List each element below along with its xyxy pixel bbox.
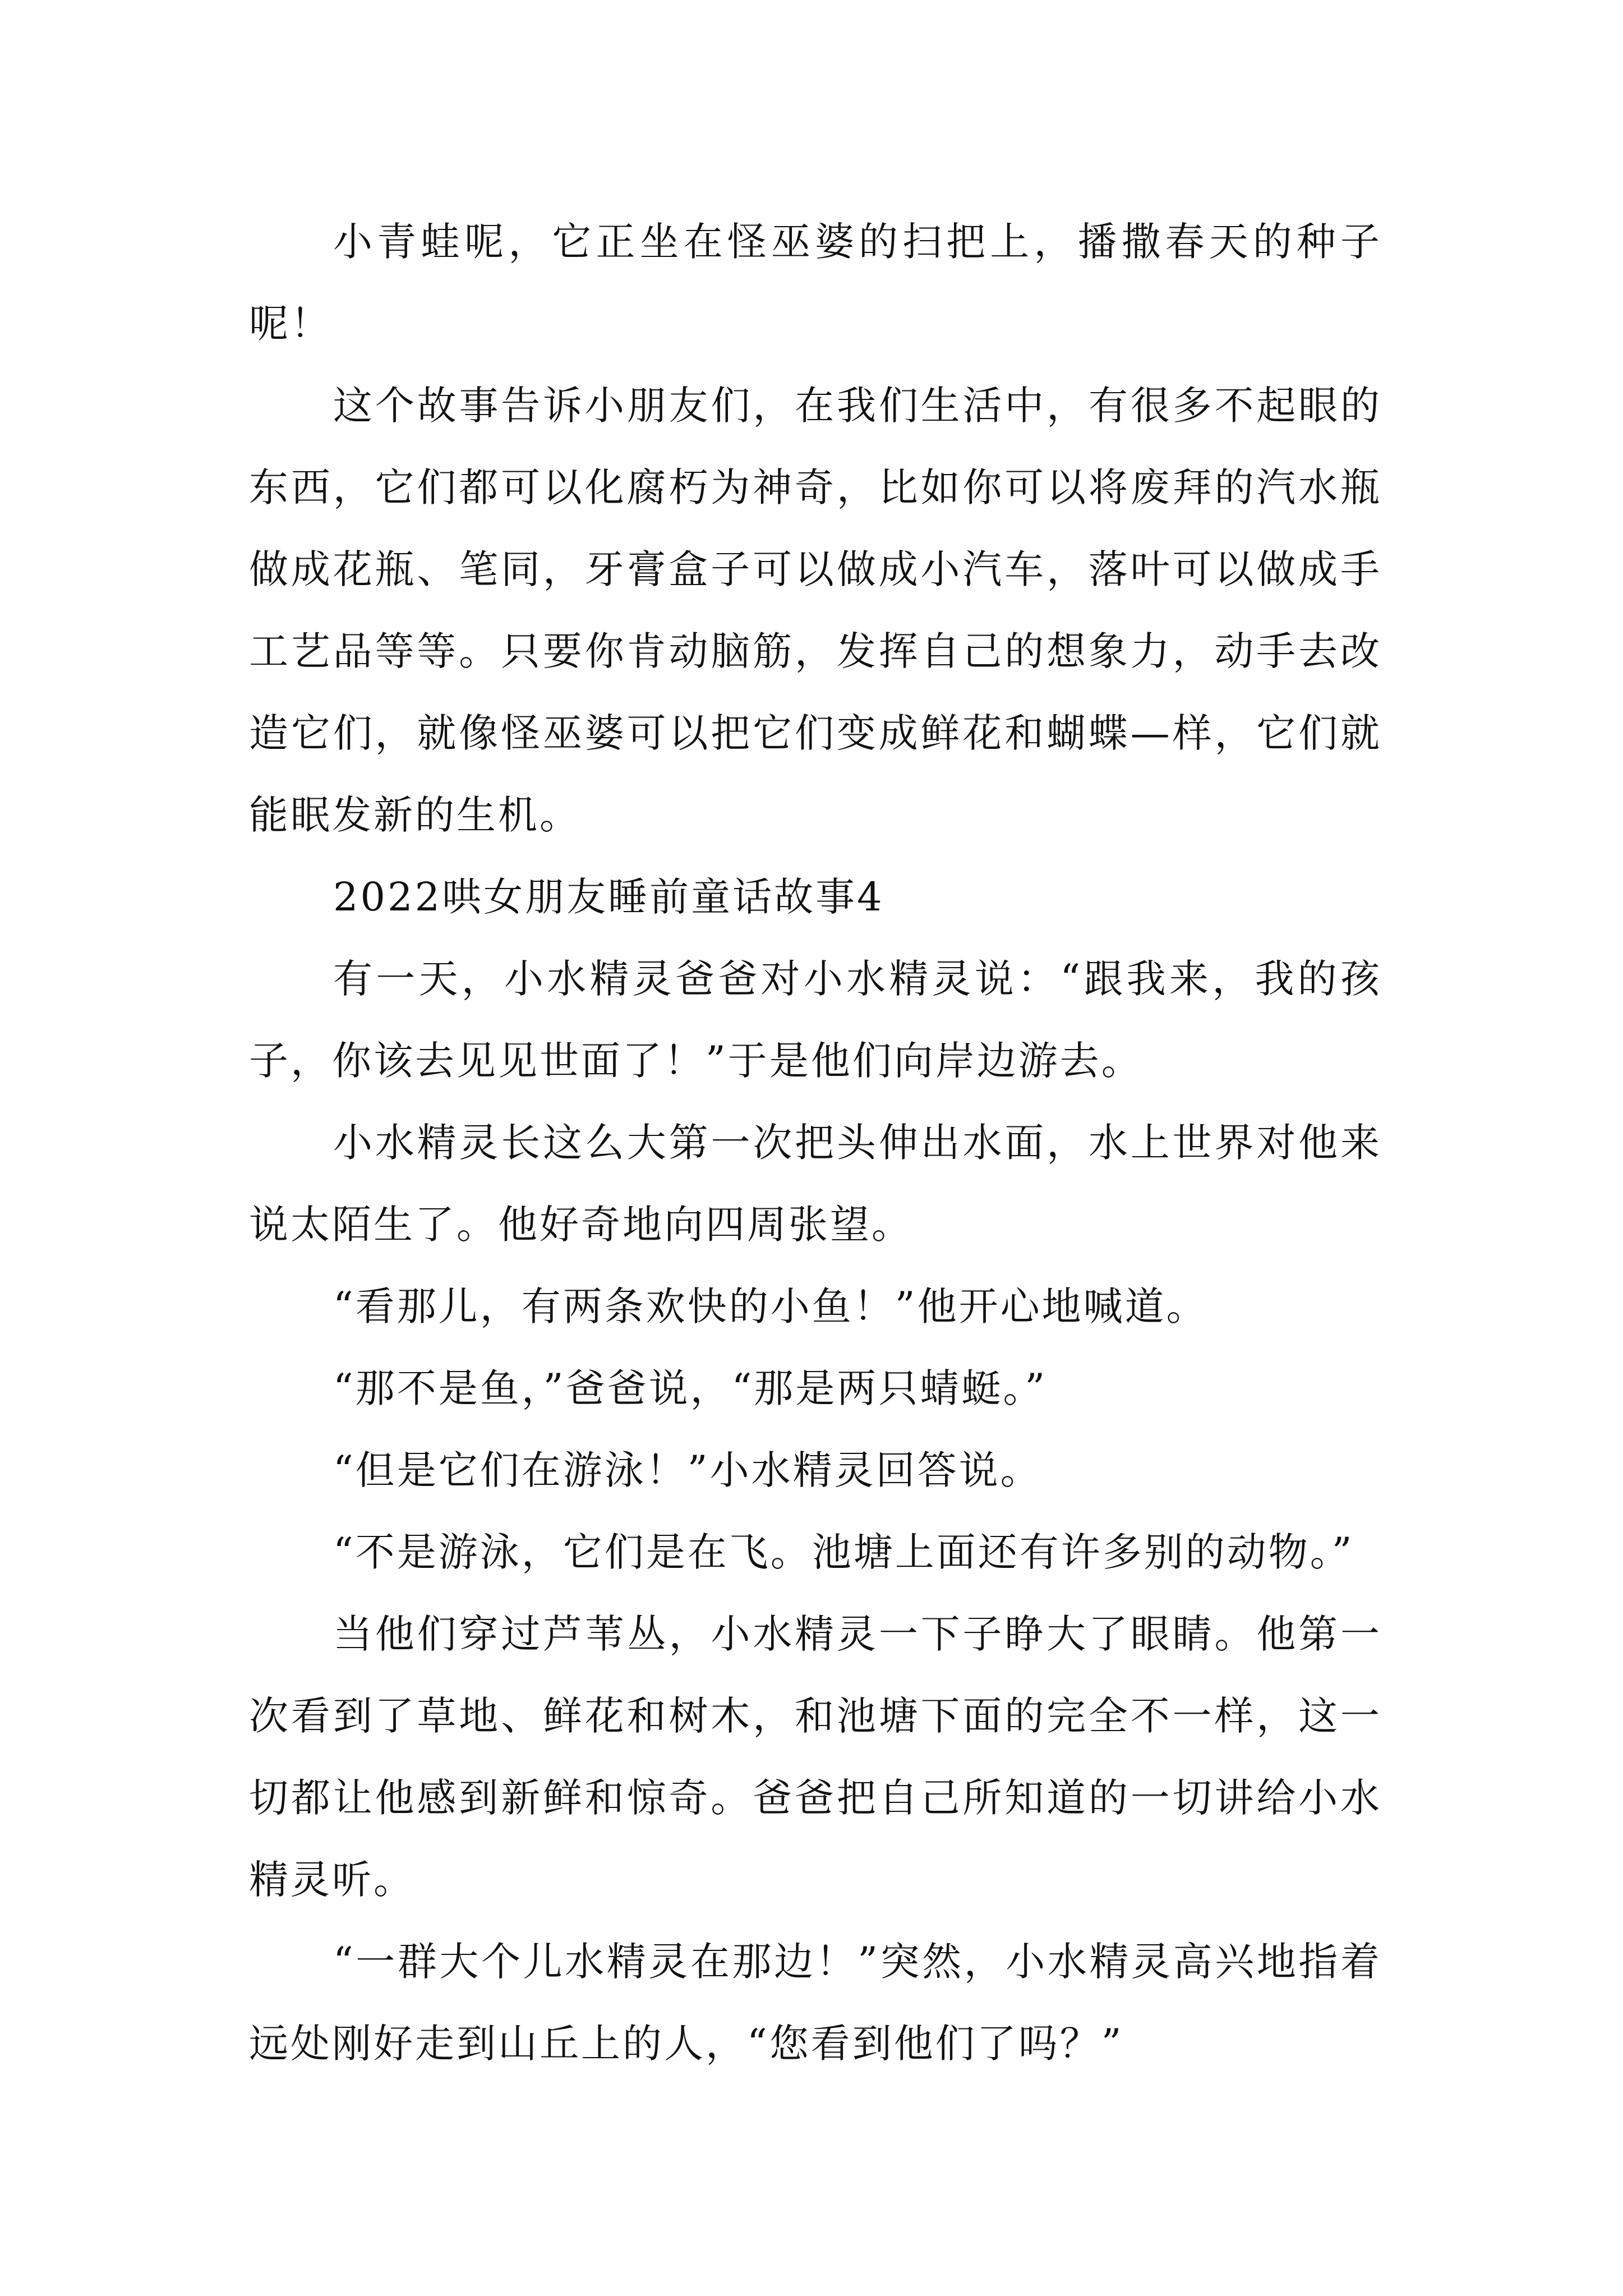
paragraph: 这个故事告诉小朋友们，在我们生活中，有很多不起眼的东西，它们都可以化腐朽为神奇，比如你可以将废拜的汽水瓶做成花瓶、笔同，牙膏盒子可以做成小汽车，落叶可以做成手工艺品等等。只要你肯动脑筋，发挥自己的想象力，动手去改造它们，就像怪巫婆可以把它们变成鲜花和蝴蝶—样，它们就能眠发新的生机。 xyxy=(249,383,1382,838)
story-heading: 2022哄女朋友睡前童话故事4 xyxy=(333,874,884,920)
paragraph: “但是它们在游泳！”小水精灵回答说。 xyxy=(333,1447,1042,1493)
paragraph: 小青蛙呢，它正坐在怪巫婆的扫把上，播撒春天的种子呢！ xyxy=(249,219,1382,347)
paragraph: 有一天，小水精灵爸爸对小水精灵说：“跟我来，我的孩子，你该去见见世面了！”于是他们向岸边游去。 xyxy=(249,956,1382,1084)
paragraph: “看那儿，有两条欢快的小鱼！”他开心地喊道。 xyxy=(333,1283,1208,1329)
document-body xyxy=(249,201,1382,2085)
paragraph: “一群大个儿水精灵在那边！”突然，小水精灵高兴地指着远处刚好走到山丘上的人，“您看到他们了吗？” xyxy=(249,1939,1382,2067)
paragraph: 当他们穿过芦苇丛，小水精灵一下子睁大了眼睛。他第一次看到了草地、鲜花和树木，和池塘下面的完全不一样，这一切都让他感到新鲜和惊奇。爸爸把自己所知道的一切讲给小水精灵听。 xyxy=(249,1611,1382,1903)
paragraph: “不是游泳，它们是在飞。池塘上面还有许多别的动物。” xyxy=(333,1529,1354,1575)
paragraph: “那不是鱼，”爸爸说，“那是两只蜻蜓。” xyxy=(333,1365,1048,1411)
paragraph: 小水精灵长这么大第一次把头伸出水面，水上世界对他来说太陌生了。他好奇地向四周张望。 xyxy=(249,1120,1382,1248)
